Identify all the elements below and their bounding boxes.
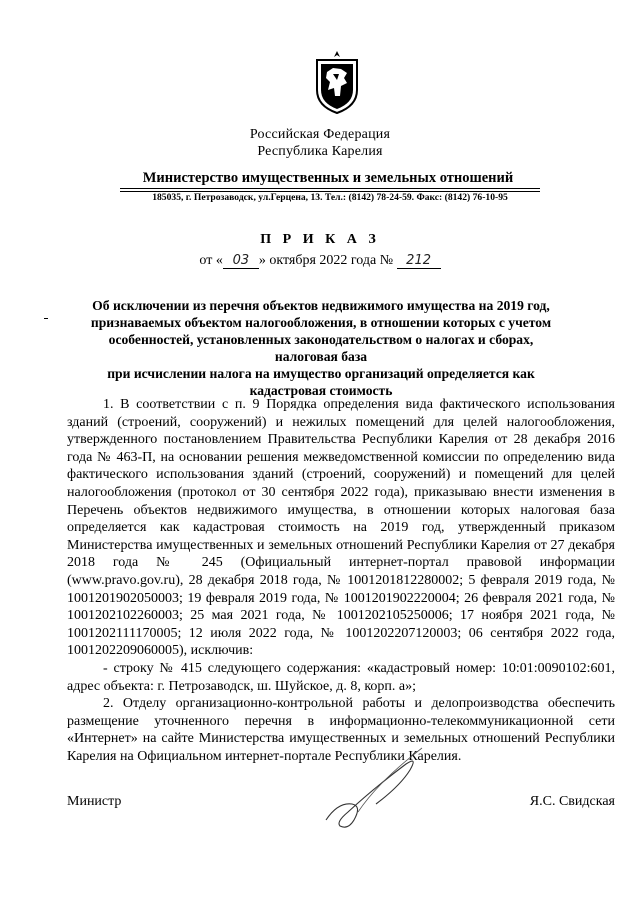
subject-line: при исчислении налога на имущество организаций определяется как (107, 366, 535, 381)
margin-mark (44, 318, 48, 319)
ministry-name: Министерство имущественных и земельных отношений (142, 170, 514, 186)
order-number: 212 (397, 254, 441, 269)
order-subject (80, 297, 562, 399)
paragraph-2: 2. Отделу организационно-контрольной работы и делопроизводства обеспечить размещение уточненного перечня в информационно-телекоммуникационной сети «Интернет» на сайте Министерства имущественных и земельных отношений Республики Карелия на Официальном интернет-портале Республики Карелия. (67, 696, 615, 764)
paragraph-exclusion-line: - строку № 415 следующего содержания: «кадастровый номер: 10:01:0090102:601, адрес объекта: г. Петрозаводск, ш. Шуйское, д. 8, корп. а»; (67, 660, 615, 694)
order-date-suffix: » октября 2022 года № (258, 253, 394, 268)
karelia-coat-of-arms-icon (313, 50, 361, 114)
country-heading (0, 126, 640, 160)
country-name: Российская Федерация (249, 127, 391, 142)
paragraph-1: 1. В соответствии с п. 9 Порядка определения вида фактического использования зданий (строений, сооружений) и нежилых помещений для целей налогообложения, утвержденного постановлением Правительства Республики Карелия от 28 декабря 2016 года № 463-П, на основании решения межведомственной комиссии по определению вида фактического использования зданий (строений, сооружений) и помещений для целей налогообложения (протокол от 30 сентября 2022 года), приказываю внести изменения в Перечень объектов недвижимого имущества, в отношении которых налоговая база определяется как кадастровая стоимость на 2019 год, утвержденный приказом Министерства имущественных и земельных отношений Республики Карелия от 27 декабря 2018 года № 245 (Официальный интернет-портал правовой информации (www.pravo.gov.ru), 28 декабря 2018 года, № 1001201812280002; 5 февраля 2019 года, № 1001201902050003; 19 февраля 2019 года, № 1001201902220004; 26 февраля 2021 года, № 1001202102260003; 25 мая 2021 года, № 1001202105250006; 17 ноября 2021 года, № 1001202111170005; 12 июля 2022 года, № 1001202207120003; 06 сентября 2022 года, 1001202209060005), исключив: (67, 397, 615, 659)
order-date-prefix: от « (199, 253, 223, 268)
header-rule (120, 188, 540, 189)
handwritten-signature-icon (318, 742, 428, 842)
ministry-address: 185035, г. Петрозаводск, ул.Герцена, 13. Тел.: (8142) 78-24-59. Факс: (8142) 76-10-95 (152, 192, 508, 203)
subject-line: Об исключении из перечня объектов недвижимого имущества на 2019 год, (92, 298, 550, 313)
subject-line: признаваемых объектом налогообложения, в отношении которых с учетом (90, 315, 552, 330)
order-day: 03 (223, 254, 259, 269)
order-title: П Р И К А З (260, 232, 380, 247)
order-date-line (0, 253, 640, 269)
republic-name: Республика Карелия (257, 144, 383, 159)
subject-line: особенностей, установленных законодательством о налогах и сборах, налоговая база (108, 332, 534, 364)
signatory-name: Я.С. Свидская (529, 794, 615, 809)
signatory-position: Министр (67, 794, 122, 809)
order-body (67, 396, 615, 765)
subject-line: кадастровая стоимость (249, 383, 393, 398)
